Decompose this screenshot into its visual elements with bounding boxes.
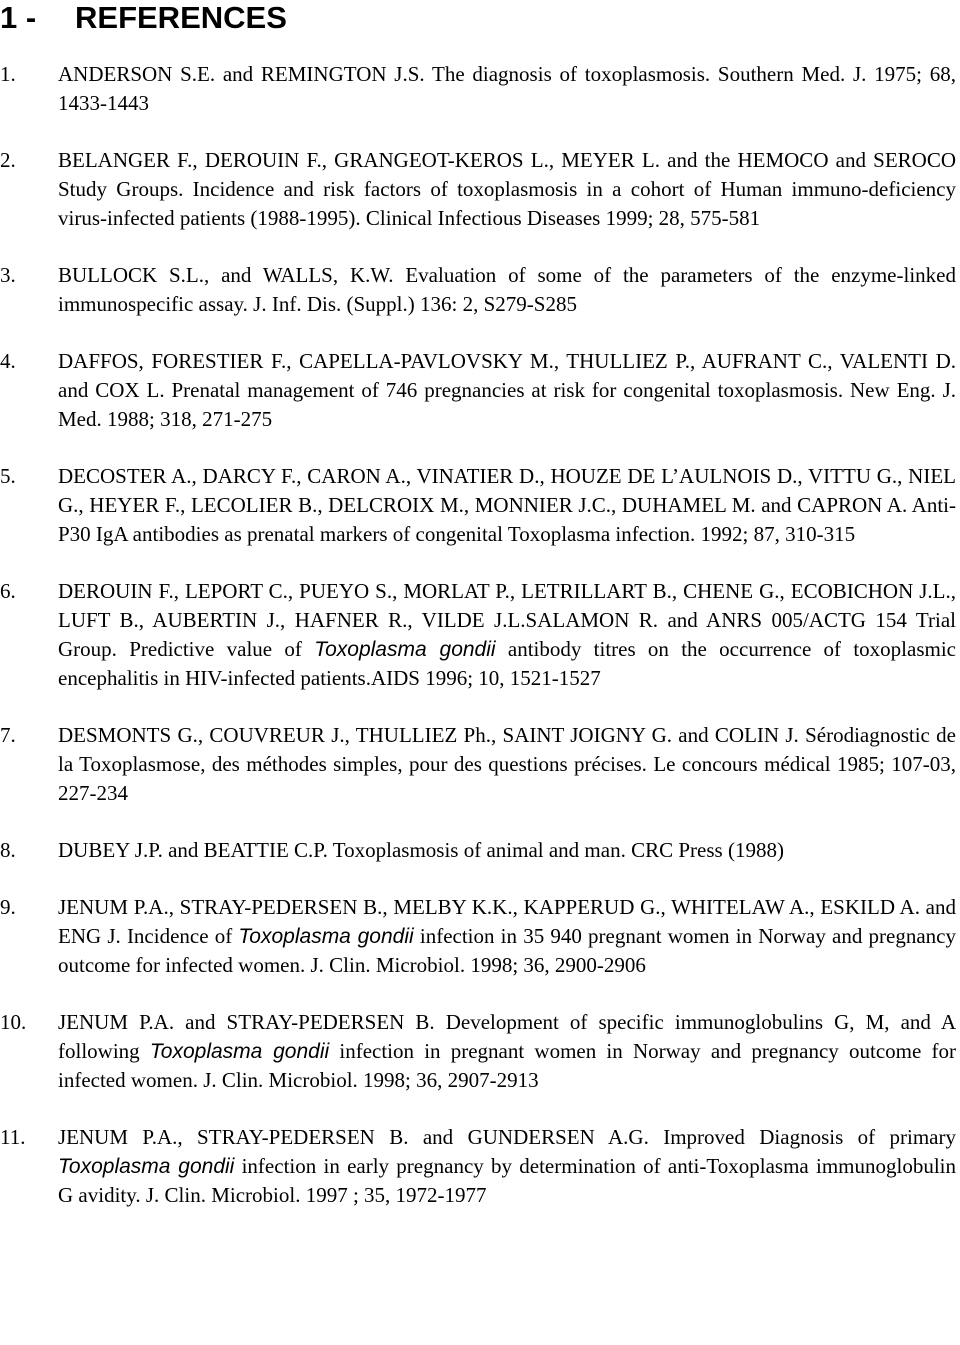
section-heading <box>0 0 287 36</box>
reference-entry <box>0 60 956 118</box>
reference-entry <box>0 577 956 693</box>
species-name: Toxoplasma gondii <box>58 1155 235 1178</box>
reference-number: 11. <box>0 1125 26 1149</box>
species-name: Toxoplasma gondii <box>314 638 496 661</box>
reference-number: 4. <box>0 349 16 373</box>
reference-entry <box>0 893 956 980</box>
reference-number: 8. <box>0 838 16 862</box>
reference-entry <box>0 721 956 808</box>
reference-entry <box>0 462 956 549</box>
species-name: Toxoplasma gondii <box>149 1040 330 1063</box>
reference-text: antibody titres on the occurrence of toxoplasmic encephalitis in HIV-infected patients.AIDS 1996; 10, 1521-1527 <box>58 637 956 690</box>
reference-text: DAFFOS, FORESTIER F., CAPELLA-PAVLOVSKY M., THULLIEZ P., AUFRANT C., VALENTI D. and COX L. Prenatal management of 746 pregnancies at risk for congenital toxoplasmosis. New Eng. J. Med. 1988; 318, 271-275 <box>58 349 956 431</box>
species-name: Toxoplasma gondii <box>238 925 414 948</box>
reference-text: infection in early pregnancy by determination of anti-Toxoplasma immunoglobulin G avidity. J. Clin. Microbiol. 1997 ; 35, 1972-1977 <box>58 1154 956 1207</box>
reference-text: DESMONTS G., COUVREUR J., THULLIEZ Ph., SAINT JOIGNY G. and COLIN J. Sérodiagnostic de la Toxoplasmose, des méthodes simples, pour des questions précises. Le concours médical 1985; 107-03, 227-234 <box>58 723 956 805</box>
reference-number: 1. <box>0 62 16 86</box>
reference-text: infection in pregnant women in Norway and pregnancy outcome for infected women. J. Clin. Microbiol. 1998; 36, 2907-2913 <box>58 1039 956 1092</box>
reference-number: 9. <box>0 895 16 919</box>
reference-text: JENUM P.A., STRAY-PEDERSEN B. and GUNDERSEN A.G. Improved Diagnosis of primary <box>58 1125 956 1149</box>
reference-text: DECOSTER A., DARCY F., CARON A., VINATIER D., HOUZE DE L’AULNOIS D., VITTU G., NIEL G., HEYER F., LECOLIER B., DELCROIX M., MONNIER J.C., DUHAMEL M. and CAPRON A. Anti-P30 IgA antibodies as prenatal markers of congenital Toxoplasma infection. 1992; 87, 310-315 <box>58 464 956 546</box>
reference-number: 3. <box>0 263 16 287</box>
reference-entry <box>0 1008 956 1095</box>
reference-entry <box>0 146 956 233</box>
reference-number: 6. <box>0 579 16 603</box>
reference-list <box>0 60 956 1238</box>
reference-entry <box>0 1123 956 1210</box>
reference-text: DUBEY J.P. and BEATTIE C.P. Toxoplasmosis of animal and man. CRC Press (1988) <box>58 838 784 862</box>
reference-text: DEROUIN F., LEPORT C., PUEYO S., MORLAT P., LETRILLART B., CHENE G., ECOBICHON J.L., LUFT B., AUBERTIN J., HAFNER R., VILDE J.L.SALAMON R. and ANRS 005/ACTG 154 Trial Group. Predictive value of <box>58 579 956 661</box>
reference-entry <box>0 261 956 319</box>
reference-entry <box>0 347 956 434</box>
reference-number: 7. <box>0 723 16 747</box>
reference-entry <box>0 836 956 865</box>
reference-text: BULLOCK S.L., and WALLS, K.W. Evaluation of some of the parameters of the enzyme-linked immunospecific assay. J. Inf. Dis. (Suppl.) 136: 2, S279-S285 <box>58 263 956 316</box>
reference-text: JENUM P.A., STRAY-PEDERSEN B., MELBY K.K., KAPPERUD G., WHITELAW A., ESKILD A. and ENG J. Incidence of <box>58 895 956 948</box>
reference-text: infection in 35 940 pregnant women in Norway and pregnancy outcome for infected women. J. Clin. Microbiol. 1998; 36, 2900-2906 <box>58 924 956 977</box>
reference-text: BELANGER F., DEROUIN F., GRANGEOT-KEROS L., MEYER L. and the HEMOCO and SEROCO Study Groups. Incidence and risk factors of toxoplasmosis in a cohort of Human immuno-deficiency virus-infected patients (1988-1995). Clinical Infectious Diseases 1999; 28, 575-581 <box>58 148 956 230</box>
section-number: 1 - <box>0 0 37 35</box>
reference-text: ANDERSON S.E. and REMINGTON J.S. The diagnosis of toxoplasmosis. Southern Med. J. 1975; 68, 1433-1443 <box>58 62 956 115</box>
reference-number: 5. <box>0 464 16 488</box>
section-title: REFERENCES <box>75 0 287 35</box>
reference-text: JENUM P.A. and STRAY-PEDERSEN B. Development of specific immunoglobulins G, M, and A following <box>58 1010 956 1063</box>
reference-number: 10. <box>0 1010 27 1034</box>
reference-number: 2. <box>0 148 16 172</box>
